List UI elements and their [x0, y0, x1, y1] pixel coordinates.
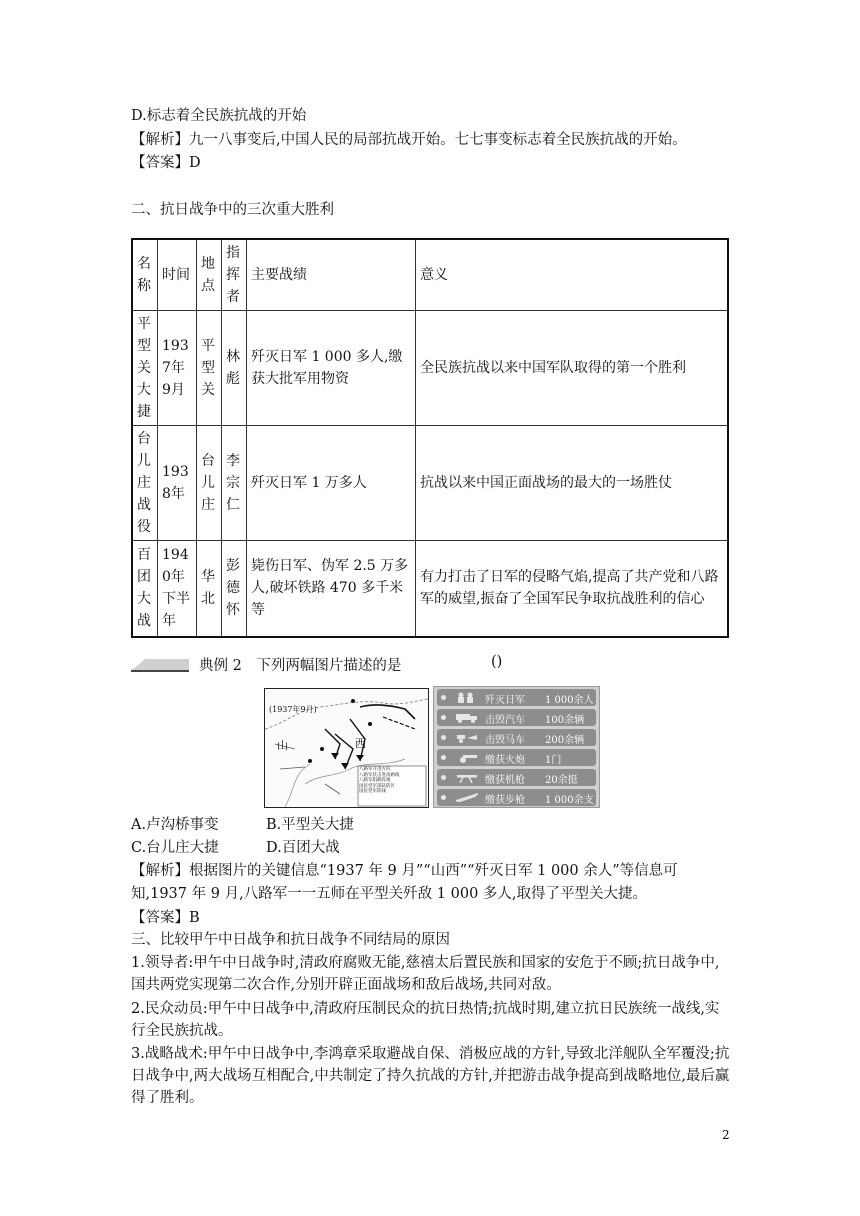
cell-time: 1937年9月 — [158, 311, 197, 426]
truck-icon — [455, 712, 479, 723]
cell-achievement: 毙伤日军、伪军 2.5 万多人,破坏铁路 470 多千米等 — [247, 541, 416, 637]
section-title: 二、抗日战争中的三次重大胜利 — [131, 202, 334, 218]
table-header-row — [132, 239, 728, 311]
board-label: 歼灭日军 — [485, 695, 525, 706]
legend-item: 国民党军防线 — [359, 789, 386, 794]
cell-name: 平型关大捷 — [132, 311, 158, 426]
machine-gun-icon — [455, 772, 479, 783]
cell-significance: 有力打击了日军的侵略气焰,提高了共产党和八路军的威望,振奋了全国军民争取抗战胜利的信心 — [416, 541, 729, 637]
legend-item: 八路军开进方向 — [359, 767, 391, 772]
bullet-icon — [441, 775, 446, 780]
bullet-icon — [441, 695, 446, 700]
legend-item: 国民党军部队防区 — [359, 783, 395, 789]
board-row — [437, 769, 596, 786]
analysis: 【解析】九一八事变后,中国人民的局部抗战开始。七七事变标志着全民族抗战的开始。 — [131, 132, 687, 148]
legend-item: 八路军伏击进攻路线 — [359, 772, 400, 778]
board-value: 100余辆 — [545, 715, 585, 726]
answer: 【答案】B — [131, 910, 200, 926]
bullet-icon — [441, 755, 446, 760]
paragraph: 2.民众动员:甲午中日战争中,清政府压制民众的抗日热情;抗战时期,建立抗日民族统一战线,实行全民族抗战。 — [131, 1001, 720, 1039]
board-row — [437, 689, 596, 706]
table-row — [132, 426, 728, 541]
map-legend — [359, 767, 425, 795]
soldier-icon — [455, 692, 479, 703]
header-cell: 主要战绩 — [247, 239, 416, 311]
cell-achievement: 歼灭日军 1 万多人 — [247, 426, 416, 541]
board-value: 1 000余人 — [545, 695, 594, 706]
cannon-icon — [455, 752, 479, 763]
answer-paren: () — [491, 654, 503, 670]
battle-map — [264, 688, 429, 808]
cell-time: 1940年下半年 — [158, 541, 197, 637]
cell-significance: 全民族抗战以来中国军队取得的第一个胜利 — [416, 311, 729, 426]
bullet-icon — [441, 715, 446, 720]
board-value: 1 000余支 — [545, 795, 594, 806]
cell-time: 1938年 — [158, 426, 197, 541]
map-province-left: 山 — [277, 739, 288, 752]
board-row — [437, 709, 596, 726]
section-title: 三、比较甲午中日战争和抗日战争不同结局的原因 — [131, 932, 450, 948]
board-row — [437, 729, 596, 746]
rifle-icon — [455, 792, 479, 803]
header-cell: 时间 — [158, 239, 197, 311]
cell-name: 百团大战 — [132, 541, 158, 637]
cart-icon — [455, 732, 479, 743]
header-cell: 意义 — [416, 239, 729, 311]
board-row — [437, 789, 596, 806]
board-label: 击毁马车 — [485, 735, 525, 746]
analysis-line: 【解析】根据图片的关键信息“1937 年 9 月”“山西”“歼灭日军 1 000 余人”等信息可 — [131, 863, 678, 879]
bullet-icon — [441, 735, 446, 740]
option-a: A.卢沟桥事变 — [131, 817, 219, 833]
cell-commander: 彭德怀 — [222, 541, 247, 637]
bullet-icon — [441, 795, 446, 800]
example-question: 典例 2 下列两幅图片描述的是 — [199, 658, 402, 674]
board-label: 缴获火炮 — [485, 755, 525, 766]
cell-commander: 李宗仁 — [222, 426, 247, 541]
option-d: D.百团大战 — [266, 840, 340, 856]
board-row — [437, 749, 596, 766]
board-label: 击毁汽车 — [485, 715, 525, 726]
board-value: 1门 — [545, 755, 562, 766]
option-c: C.台儿庄大捷 — [131, 840, 219, 856]
option-d: D.标志着全民族抗战的开始 — [131, 108, 307, 124]
war-results-board — [433, 686, 600, 808]
cell-place: 平型关 — [197, 311, 222, 426]
legend-item: 八路军阻截阵地 — [359, 778, 391, 783]
analysis-line: 知,1937 年 9 月,八路军一一五师在平型关歼敌 1 000 多人,取得了平型关大捷。 — [131, 886, 648, 902]
answer: 【答案】D — [131, 155, 201, 171]
board-label: 缴获机枪 — [485, 775, 525, 786]
cell-name: 台儿庄战役 — [132, 426, 158, 541]
board-value: 20余挺 — [545, 775, 578, 786]
paragraph: 3.战略战术:甲午中日战争中,李鸿章采取避战自保、消极应战的方针,导致北洋舰队全军覆没;抗日战争中,两大战场互相配合,中共制定了持久抗战的方针,并把游击战争提高到战略地位,最后赢得了胜利。 — [131, 1046, 730, 1106]
paragraph: 1.领导者:甲午中日战争时,清政府腐败无能,慈禧太后置民族和国家的安危于不顾;抗日战争中,国共两党实现第二次合作,分别开辟正面战场和敌后战场,共同对敌。 — [131, 955, 720, 993]
header-cell: 指挥者 — [222, 239, 247, 311]
page-number: 2 — [722, 1128, 730, 1142]
cell-place: 华北 — [197, 541, 222, 637]
victories-table — [131, 238, 729, 638]
cell-achievement: 歼灭日军 1 000 多人,缴获大批军用物资 — [247, 311, 416, 426]
board-value: 200余辆 — [545, 735, 585, 746]
header-cell: 地点 — [197, 239, 222, 311]
header-cell: 名称 — [132, 239, 158, 311]
map-year: (1937年9月) — [269, 705, 317, 714]
board-label: 缴获步枪 — [485, 795, 525, 806]
cell-commander: 林彪 — [222, 311, 247, 426]
option-b: B.平型关大捷 — [266, 817, 354, 833]
cell-place: 台儿庄 — [197, 426, 222, 541]
map-province-right: 西 — [355, 737, 366, 750]
example-banner-icon — [131, 658, 189, 672]
table-row — [132, 541, 728, 637]
cell-significance: 抗战以来中国正面战场的最大的一场胜仗 — [416, 426, 729, 541]
table-row — [132, 311, 728, 426]
